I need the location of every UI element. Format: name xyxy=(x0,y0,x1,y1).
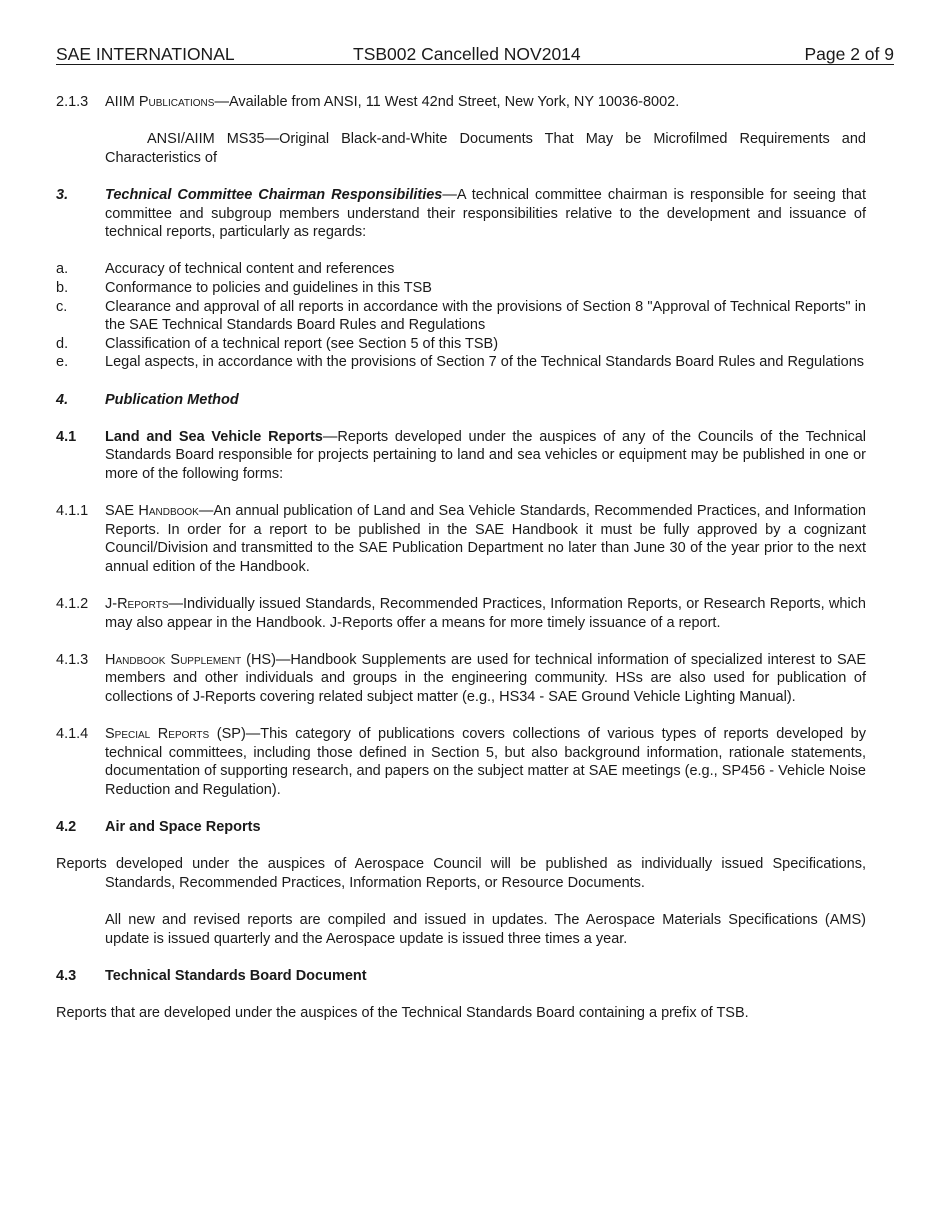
header-page-number: Page 2 of 9 xyxy=(804,44,894,64)
list-item: e. Legal aspects, in accordance with the provisions of Section 7 of the Technical Standards Board Rules and Regulations xyxy=(56,354,865,371)
section-text: —An annual publication of Land and Sea Vehicle Standards, Recommended Practices, and Information Reports. In order for a report to be published in the SAE Handbook it must be fully approved by a cognizant Council/Division and transmitted to the SAE Publication Department no later than June 30 of the year prior to the next annual edition of the Handbook. xyxy=(105,503,866,575)
section-title: Special Reports xyxy=(105,726,210,743)
section-number: 4.1.2 xyxy=(56,596,89,613)
section-number: 4.3 xyxy=(56,967,77,984)
section-title: Technical Standards Board Document xyxy=(105,967,367,984)
section-4-1-4 xyxy=(56,725,866,799)
header-document-id: TSB002 Cancelled NOV2014 xyxy=(353,44,581,64)
section-text: —A technical committee chairman is responsible for seeing that committee and subgroup members understand their responsibilities relative to the development and issuance of technical reports, particularly as regards: xyxy=(105,186,866,241)
section-3 xyxy=(56,186,866,242)
list-item: d. Classification of a technical report (see Section 5 of this TSB) xyxy=(56,335,499,352)
section-title: J-Reports xyxy=(105,596,169,613)
section-text: —Reports developed under the auspices of any of the Councils of the Technical Standards Board responsible for projects pertaining to land and sea vehicles or equipment may be published in one or more of the following forms: xyxy=(105,428,866,482)
section-number: 4. xyxy=(56,391,69,408)
section-title: Technical Committee Chairman Responsibilities xyxy=(105,186,443,203)
section-4-2-text: Reports developed under the auspices of Aerospace Council will be published as individually issued Specifications, Standards, Recommended Practices, Information Reports, or Resource Documents. xyxy=(56,856,866,891)
section-4-2 xyxy=(56,818,866,837)
section-2-1-3 xyxy=(56,93,866,112)
section-number: 4.1 xyxy=(56,428,77,445)
section-title: Publication Method xyxy=(105,391,239,408)
page-header xyxy=(56,44,894,65)
list-item: b. Conformance to policies and guidelines in this TSB xyxy=(56,279,432,296)
section-title: Land and Sea Vehicle Reports xyxy=(105,428,323,445)
section-number: 3. xyxy=(56,186,69,203)
section-number: 4.1.3 xyxy=(56,651,89,668)
section-4-1-2 xyxy=(56,595,866,632)
section-number: 4.1.4 xyxy=(56,726,89,743)
list-item: a. Accuracy of technical content and references xyxy=(56,261,395,278)
header-organization: SAE INTERNATIONAL xyxy=(56,44,235,64)
section-title: Handbook Supplement xyxy=(105,651,242,668)
document-body xyxy=(56,93,866,1041)
section-4 xyxy=(56,391,866,410)
reference-ansi-aiim-ms35: ANSI/AIIM MS35—Original Black-and-White Documents That May be Microfilmed Requirements and Characteristics of xyxy=(105,131,866,166)
responsibilities-list xyxy=(56,260,866,372)
section-4-3 xyxy=(56,967,866,986)
section-text: (HS)—Handbook Supplements are used for technical information of specialized interest to SAE members and other individuals and groups in the engineering community. HSs are also used for publication of collections of J-Reports covering related subject matter (e.g., HS34 - SAE Ground Vehicle Lighting Manual). xyxy=(105,651,866,705)
section-4-1-3 xyxy=(56,651,866,707)
section-number: 2.1.3 xyxy=(56,94,89,110)
section-4-1-1 xyxy=(56,502,866,576)
section-title: SAE Handbook xyxy=(105,503,199,520)
section-text: —Available from ANSI, 11 West 42nd Street, New York, NY 10036-8002. xyxy=(214,94,680,110)
section-4-3-text: Reports that are developed under the auspices of the Technical Standards Board containing a prefix of TSB. xyxy=(56,1005,749,1022)
section-number: 4.2 xyxy=(56,819,77,836)
section-4-1 xyxy=(56,428,866,484)
section-number: 4.1.1 xyxy=(56,503,89,520)
section-text: —Individually issued Standards, Recommended Practices, Information Reports, or Research Reports, which may also appear in the Handbook. J-Reports offer a means for more timely issuance of a report. xyxy=(105,596,866,631)
section-4-2-updates: All new and revised reports are compiled and issued in updates. The Aerospace Materials Specifications (AMS) update is issued quarterly and the Aerospace update is issued three times a year. xyxy=(105,912,866,947)
section-title: Air and Space Reports xyxy=(105,819,261,836)
section-title: AIIM Publications xyxy=(105,94,215,110)
section-text: (SP)—This category of publications covers collections of various types of reports developed by technical committees, including those defined in Section 5, but also background information, rationale statements, documentation of supporting research, and papers on the subject matter at SAE meetings (e.g., SP456 - Vehicle Noise Reduction and Regulation). xyxy=(105,726,867,798)
list-item: c. Clearance and approval of all reports in accordance with the provisions of Section 8 "Approval of Technical Reports" in the SAE Technical Standards Board Rules and Regulations xyxy=(56,298,866,334)
